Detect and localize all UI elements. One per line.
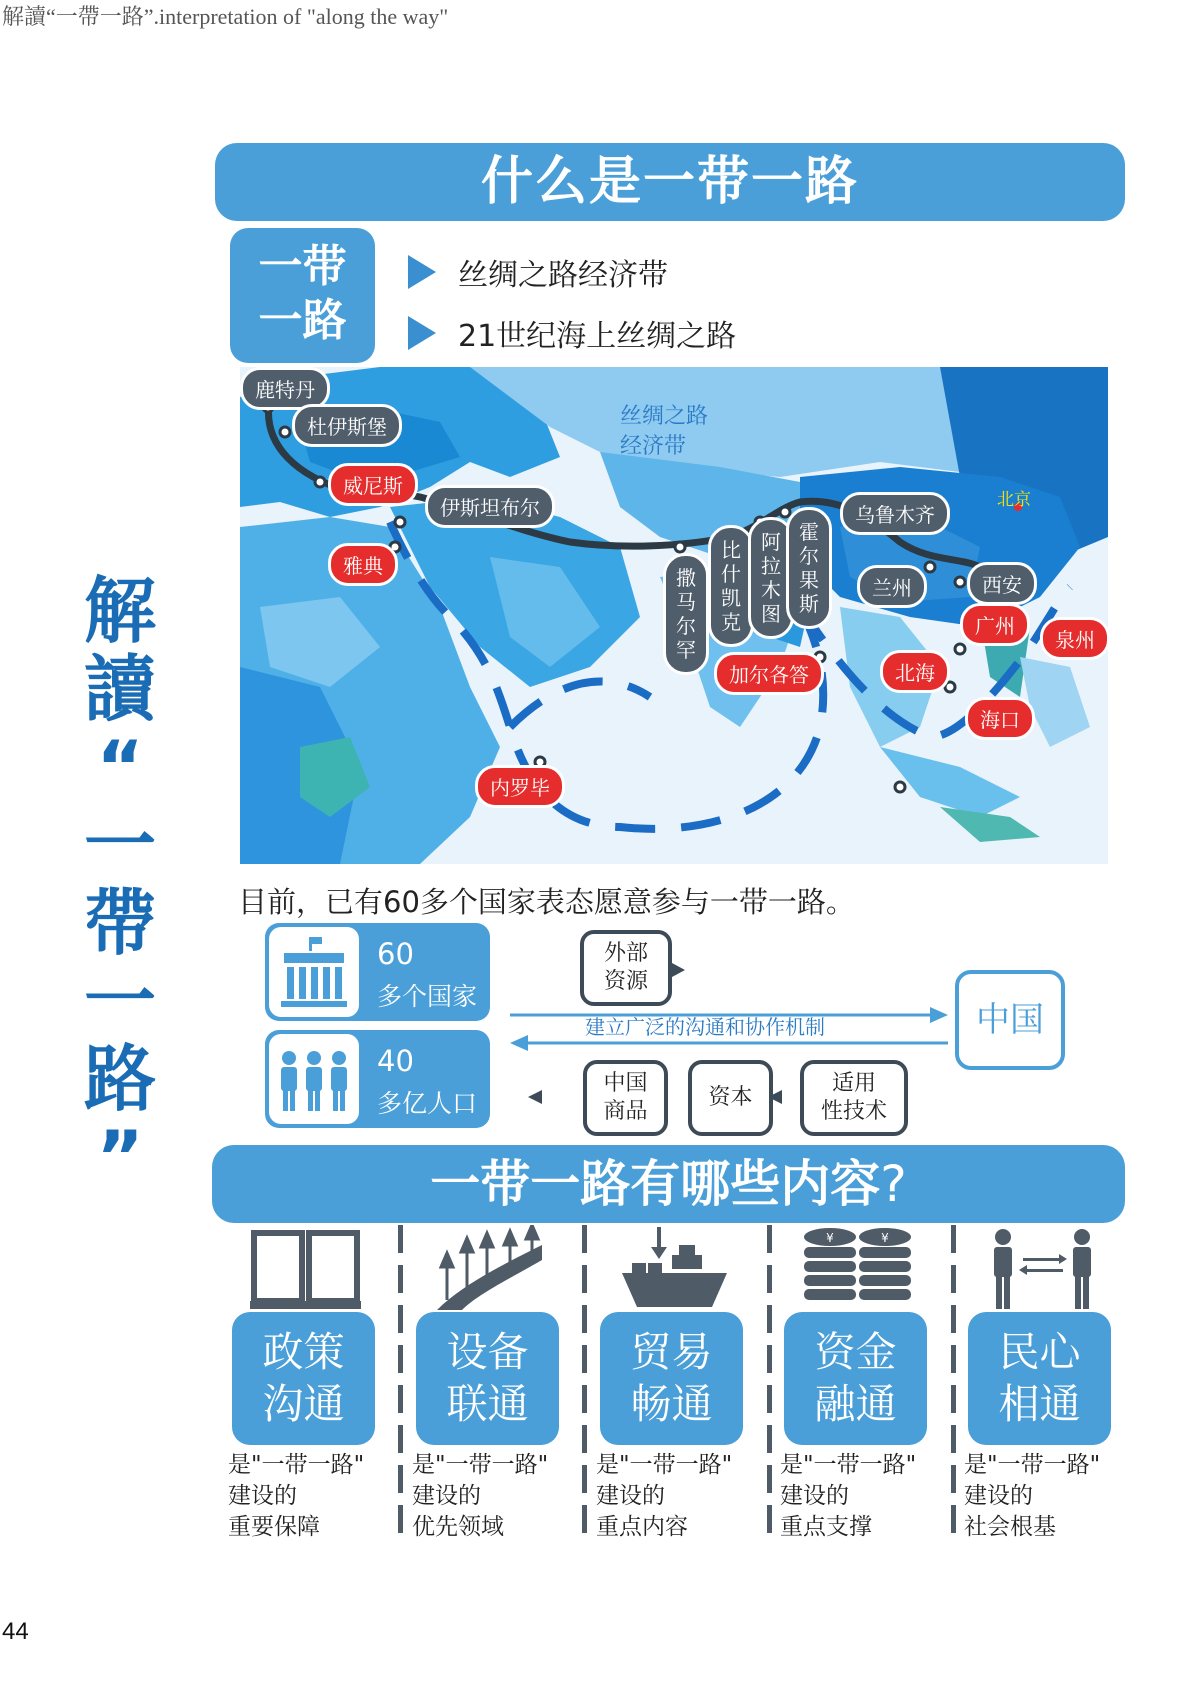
- section1-title: 什么是一带一路: [215, 143, 1125, 221]
- item-description: [780, 1450, 940, 1543]
- item-desc-line: 重点支撑: [780, 1514, 872, 1540]
- svg-text:¥: ¥: [881, 1231, 889, 1245]
- item-name-line: 相通: [998, 1380, 1081, 1428]
- belt-road-box: [230, 228, 375, 363]
- section-divider: [582, 1225, 587, 1540]
- item-description: [964, 1450, 1124, 1543]
- stat-number: 60: [377, 937, 414, 971]
- item-desc-line: 是"一带一路": [412, 1452, 549, 1478]
- item-desc-line: 优先领域: [412, 1514, 504, 1540]
- land-route-label-line: 丝绸之路: [620, 404, 709, 429]
- item-desc-line: 重点内容: [596, 1514, 688, 1540]
- city-khorgos: 霍尔果斯: [786, 507, 832, 629]
- flow-box-line: 中国: [603, 1071, 648, 1096]
- land-route-label: [620, 402, 708, 462]
- city-quanzhou: 泉州: [1040, 617, 1108, 660]
- city-haikou: 海口: [965, 697, 1035, 740]
- land-route-label-line: 经济带: [620, 434, 687, 459]
- government-building-icon: [269, 927, 359, 1017]
- capital-box: [688, 1060, 773, 1136]
- item-name-line: 设备: [446, 1328, 529, 1376]
- item-name-line: 资金: [814, 1328, 897, 1376]
- vertical-title-char: 一: [83, 959, 156, 1043]
- stat-label: 多个国家: [377, 982, 478, 1011]
- city-urumqi: 乌鲁木齐: [840, 492, 950, 535]
- vertical-title-char: 帶: [83, 881, 156, 965]
- item-desc-line: 建设的: [228, 1483, 297, 1509]
- section-divider: [398, 1225, 403, 1540]
- item-desc-line: 社会根基: [964, 1514, 1056, 1540]
- route-item-sea: [408, 311, 736, 355]
- yuan-coins-icon: [800, 1225, 915, 1315]
- city-guangzhou: 广州: [960, 603, 1030, 646]
- financial-integration-box: [784, 1312, 927, 1445]
- item-description: [596, 1450, 756, 1543]
- header-text: 解讀“一帶一路”.interpretation of "along the way": [2, 4, 449, 29]
- china-box: 中国: [955, 970, 1065, 1070]
- page-number: 44: [2, 1618, 29, 1645]
- section-divider: [951, 1225, 956, 1540]
- route-label: 21世纪海上丝绸之路: [458, 319, 737, 354]
- route-label: 丝绸之路经济带: [458, 258, 668, 293]
- city-beihai: 北海: [880, 650, 950, 693]
- city-istanbul: 伊斯坦布尔: [425, 485, 555, 528]
- flow-box-line: 资本: [708, 1085, 753, 1110]
- item-name-line: 联通: [446, 1380, 529, 1428]
- external-resources-box: [580, 930, 672, 1006]
- triangle-bullet-icon: [408, 255, 436, 289]
- people-exchange-icon: [985, 1225, 1100, 1315]
- unimpeded-trade-box: [600, 1312, 743, 1445]
- city-xian: 西安: [967, 562, 1037, 605]
- vertical-title-char: 路: [83, 1037, 156, 1121]
- svg-text:¥: ¥: [826, 1231, 834, 1245]
- beijing-label: 北京: [997, 490, 1031, 510]
- vertical-title-char: “: [96, 725, 144, 809]
- facilities-connectivity-box: [416, 1312, 559, 1445]
- stat-countries: [265, 923, 490, 1021]
- city-athens: 雅典: [328, 543, 398, 586]
- flow-box-line: 适用: [831, 1071, 876, 1096]
- vertical-title-char: 解: [83, 569, 156, 653]
- item-desc-line: 建设的: [596, 1483, 665, 1509]
- item-name-line: 民心: [998, 1328, 1081, 1376]
- applicable-technology-box: [800, 1060, 908, 1136]
- vertical-title-char: 讀: [83, 647, 156, 731]
- city-venice: 威尼斯: [328, 463, 418, 506]
- stat-number: 40: [377, 1044, 414, 1078]
- item-desc-line: 是"一带一路": [228, 1452, 365, 1478]
- vertical-title-char: 一: [83, 803, 156, 887]
- item-desc-line: 建设的: [412, 1483, 481, 1509]
- china-goods-box: [583, 1060, 668, 1136]
- open-book-icon: [248, 1225, 363, 1315]
- people-bond-box: [968, 1312, 1111, 1445]
- item-desc-line: 建设的: [780, 1483, 849, 1509]
- item-desc-line: 是"一带一路": [780, 1452, 917, 1478]
- road-arrows-icon: [432, 1225, 547, 1315]
- stat-population: [265, 1030, 490, 1128]
- city-kolkata: 加尔各答: [714, 652, 824, 695]
- flow-box-line: 外部: [603, 941, 648, 966]
- city-rotterdam: 鹿特丹: [240, 367, 330, 410]
- item-desc-line: 重要保障: [228, 1514, 320, 1540]
- item-desc-line: 建设的: [964, 1483, 1033, 1509]
- city-lanzhou: 兰州: [857, 565, 927, 608]
- people-icon: [269, 1034, 359, 1124]
- section-divider: [767, 1225, 772, 1540]
- item-name-line: 畅通: [630, 1380, 713, 1428]
- triangle-bullet-icon: [408, 316, 436, 350]
- item-description: [412, 1450, 572, 1543]
- vertical-title-char: ”: [96, 1115, 144, 1199]
- belt-box-line: 一路: [258, 295, 347, 346]
- city-nairobi: 内罗毕: [475, 765, 565, 808]
- item-name-line: 政策: [262, 1328, 345, 1376]
- vertical-title: [78, 569, 162, 1199]
- flow-box-line: 商品: [603, 1099, 648, 1124]
- section2-title: [212, 1145, 1125, 1223]
- silk-road-map: [240, 367, 1108, 864]
- intro-text: 目前，已有60多个国家表态愿意参与一带一路。: [238, 885, 855, 919]
- flow-box-line: 资源: [603, 969, 648, 994]
- item-name-line: 贸易: [630, 1328, 713, 1376]
- policy-coordination-box: [232, 1312, 375, 1445]
- belt-box-line: 一带: [258, 241, 347, 292]
- item-desc-line: 是"一带一路": [964, 1452, 1101, 1478]
- city-samarkand: 撒马尔罕: [663, 553, 709, 675]
- city-almaty: 阿拉木图: [748, 517, 794, 639]
- item-name-line: 融通: [814, 1380, 897, 1428]
- route-item-land: [408, 250, 668, 294]
- flow-box-line: 性技术: [820, 1099, 887, 1124]
- city-bishkek: 比什凯克: [708, 525, 754, 647]
- section2-title-mark: ?: [880, 1155, 907, 1213]
- item-description: [228, 1450, 388, 1543]
- stat-label: 多亿人口: [377, 1089, 478, 1118]
- cargo-ship-icon: [617, 1225, 732, 1315]
- item-name-line: 沟通: [262, 1380, 345, 1428]
- item-desc-line: 是"一带一路": [596, 1452, 733, 1478]
- section2-title-text: 一带一路有哪些内容: [430, 1155, 881, 1213]
- city-duisburg: 杜伊斯堡: [292, 404, 402, 447]
- mechanism-label: 建立广泛的沟通和协作机制: [585, 1015, 825, 1039]
